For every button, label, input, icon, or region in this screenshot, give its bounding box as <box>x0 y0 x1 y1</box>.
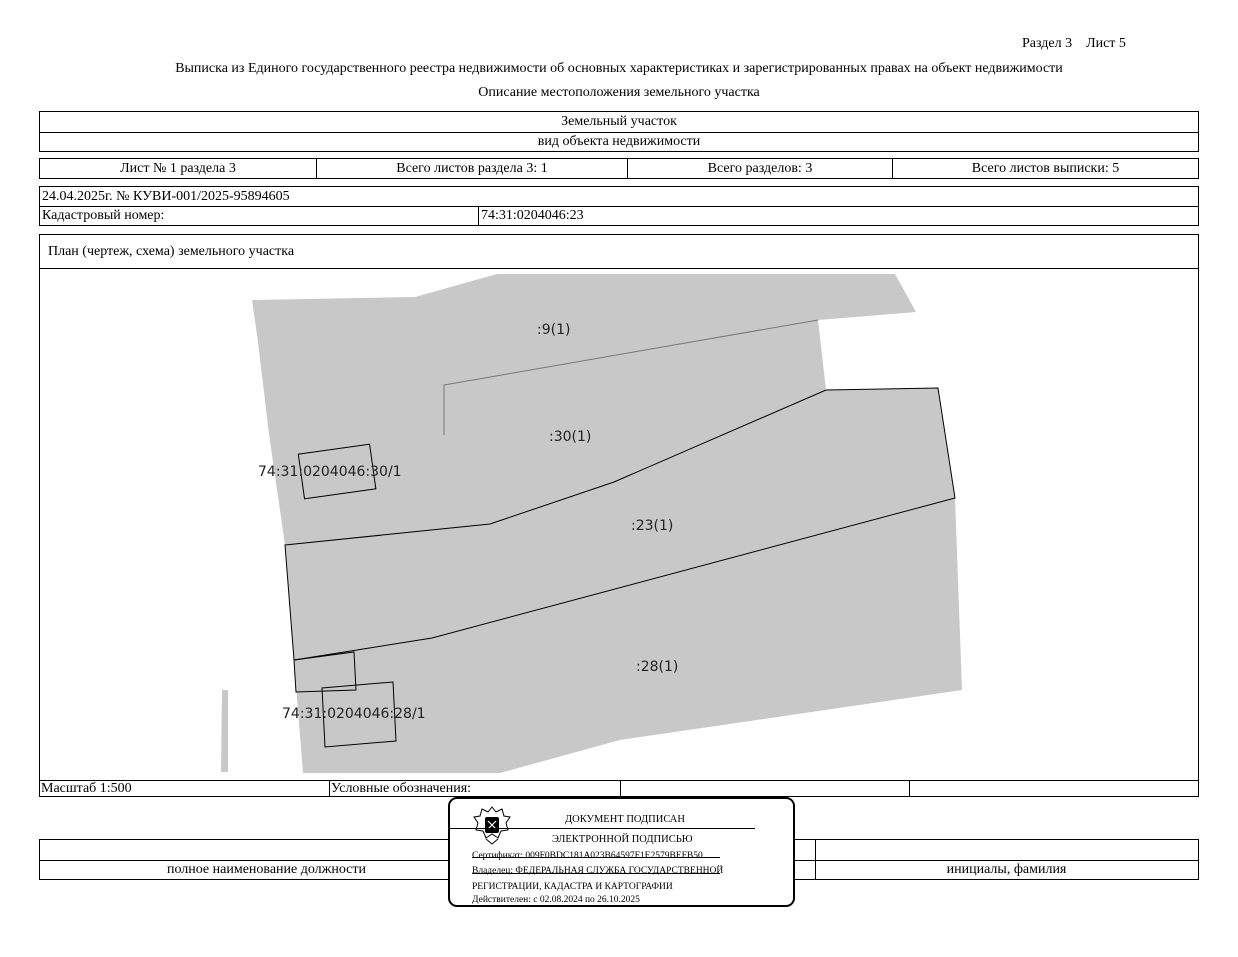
thin-strip <box>221 690 228 772</box>
document-subtitle: Описание местоположения земельного участка <box>478 85 760 100</box>
document-title: Выписка из Единого государственного реестра недвижимости об основных характеристиках и зарегистрированных правах на объект недвижимости <box>175 61 1063 76</box>
cadastral-label: Кадастровый номер: <box>42 208 165 223</box>
label-building-30-1: 74:31:0204046:30/1 <box>258 464 402 480</box>
stamp-certificate: Сертификат: 009F0BDC181A023B64597F1E2579BEFB50 <box>472 851 703 861</box>
stamp-line1: ДОКУМЕНТ ПОДПИСАН <box>565 814 685 825</box>
sheet-number: Лист 5 <box>1086 36 1126 51</box>
stamp-owner: Владелец: ФЕДЕРАЛЬНАЯ СЛУЖБА ГОСУДАРСТВЕННОЙ <box>472 866 724 876</box>
legend-label: Условные обозначения: <box>331 781 472 796</box>
object-name: Земельный участок <box>561 114 677 129</box>
sheet-of-section: Лист № 1 раздела 3 <box>40 159 317 178</box>
section-number: Раздел 3 <box>1022 36 1073 51</box>
plan-title: План (чертеж, схема) земельного участка <box>48 244 295 259</box>
scale-label: Масштаб 1:500 <box>41 781 132 796</box>
label-building-28-1: 74:31:0204046:28/1 <box>282 706 426 722</box>
label-parcel-30: :30(1) <box>549 429 592 445</box>
stamp-line2: ЭЛЕКТРОННОЙ ПОДПИСЬЮ <box>552 834 693 845</box>
label-parcel-9: :9(1) <box>537 322 571 338</box>
emblem-icon <box>470 803 514 847</box>
label-parcel-28: :28(1) <box>636 659 679 675</box>
cadastral-value: 74:31:0204046:23 <box>481 208 584 223</box>
total-sheets-section: Всего листов раздела 3: 1 <box>317 159 628 178</box>
name-label: инициалы, фамилия <box>946 862 1067 877</box>
total-sections: Всего разделов: 3 <box>628 159 893 178</box>
e-signature-stamp <box>448 797 795 907</box>
position-label: полное наименование должности <box>166 862 367 877</box>
object-type-label: вид объекта недвижимости <box>537 134 701 149</box>
label-parcel-23: :23(1) <box>631 518 674 534</box>
stamp-valid: Действителен: с 02.08.2024 по 26.10.2025 <box>472 895 640 905</box>
stamp-owner2: РЕГИСТРАЦИИ, КАДАСТРА И КАРТОГРАФИИ <box>472 882 673 892</box>
date-number: 24.04.2025г. № КУВИ-001/2025-95894605 <box>42 189 290 204</box>
total-sheets-extract: Всего листов выписки: 5 <box>971 160 1120 176</box>
